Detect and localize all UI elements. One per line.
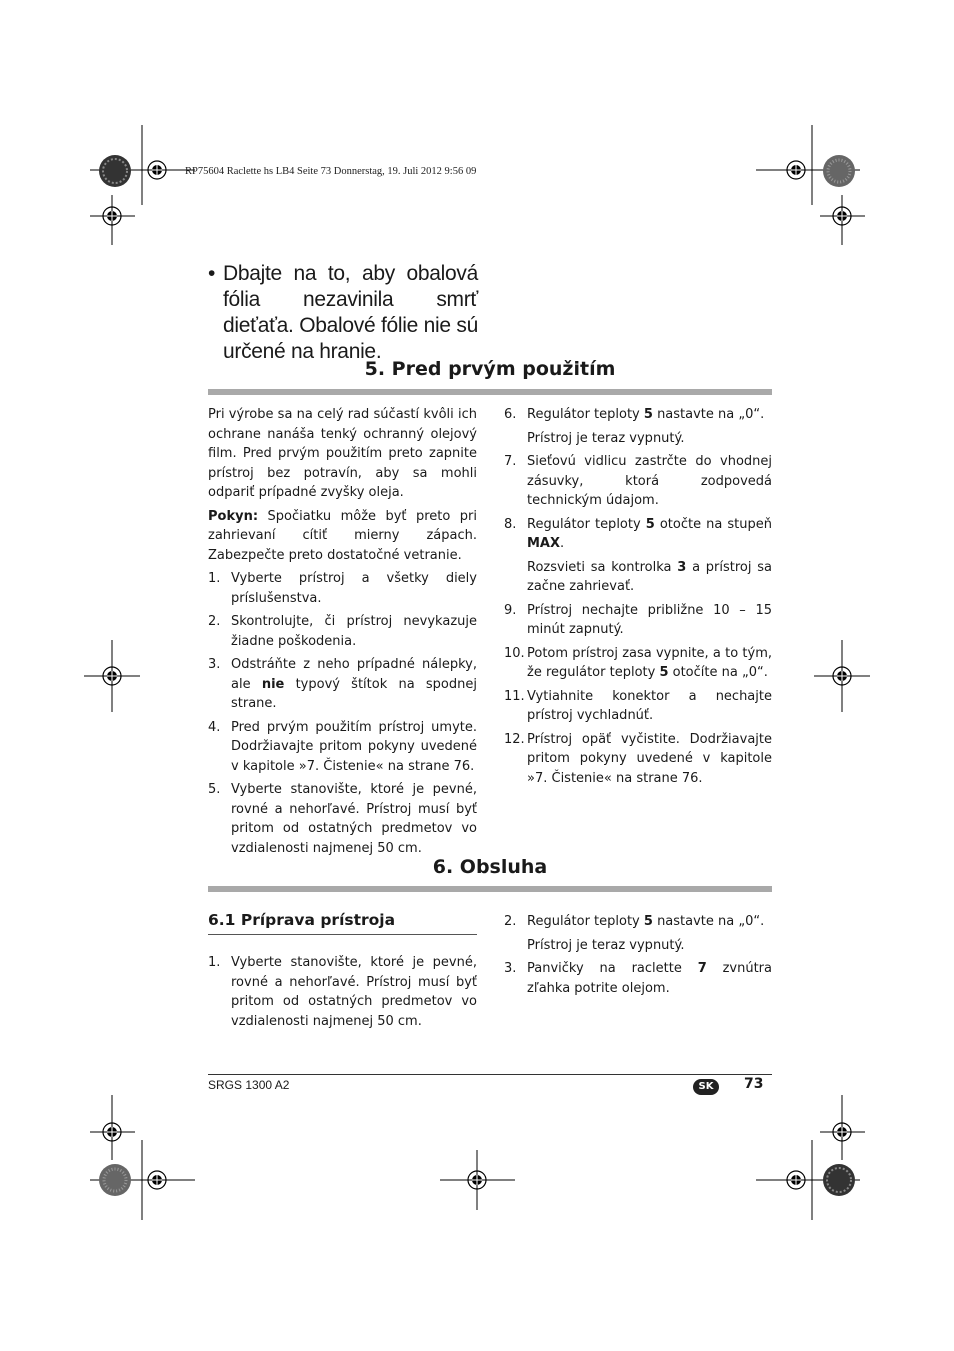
warning-text: Dbajte na to, aby obalová fólia nezavinila smrť dieťaťa. Obalové fólie nie sú určené na hranie. — [223, 262, 478, 363]
step-text: Regulátor teploty — [527, 516, 646, 532]
list-item — [504, 730, 772, 789]
step-bold: nie — [261, 676, 285, 692]
step-number: 5. — [208, 782, 221, 797]
step-text: nastavte na „0“. — [652, 407, 765, 422]
section-5-title: 5. Pred prvým použitím — [364, 358, 616, 380]
warning-bullet — [208, 261, 478, 365]
list-item — [504, 601, 772, 640]
step-bold: 5 — [643, 914, 653, 929]
list-item — [504, 452, 772, 511]
bullet-marker: • — [208, 262, 216, 285]
step-number: 1. — [208, 571, 221, 586]
step-text: Skontrolujte, či prístroj nevykazuje žiadne poškodenia. — [231, 614, 477, 649]
list-item — [504, 405, 772, 448]
step-number: 3. — [504, 961, 517, 976]
note-text: Spočiatku môže byť preto pri zahrievaní cítiť mierny zápach. Zabezpečte preto dostatočné vetranie. — [208, 508, 477, 563]
footer-model: SRGS 1300 A2 — [208, 1078, 290, 1092]
section-6-right-column — [504, 912, 772, 1002]
section-6-title: 6. Obsluha — [432, 856, 548, 878]
footer-rule — [208, 1074, 772, 1075]
step-number: 11. — [504, 688, 525, 704]
step-number: 3. — [208, 657, 221, 672]
step-text: typový štítok na spodnej strane. — [231, 676, 477, 711]
step-number: 4. — [208, 719, 221, 735]
list-item — [208, 718, 477, 777]
list-item — [208, 780, 477, 858]
step-text: Sieťovú vidlicu zastrčte do vhodnej zásuvky, ktorá zodpovedá technickým údajom. — [527, 454, 772, 508]
step-bold: 5 — [659, 665, 669, 680]
step-text: Potom prístroj zasa vypnite, a to tým, že regulátor teploty — [527, 645, 772, 680]
step-text: Vyberte prístroj a všetky diely príslušenstva. — [231, 571, 477, 606]
step-text: Rozsvieti sa kontrolka — [527, 559, 678, 575]
note-label: Pokyn: — [208, 508, 259, 524]
step-text: otočte na stupeň — [654, 516, 772, 532]
step-text: Regulátor teploty — [527, 407, 644, 422]
step-text: Vytiahnite konektor a nechajte prístroj vychladnúť. — [527, 688, 772, 723]
step-bold: 5 — [643, 407, 653, 422]
section-6-rule — [208, 886, 772, 892]
section-5-right-column — [504, 405, 772, 792]
list-item — [504, 644, 772, 683]
subsection-title: 6.1 Príprava prístroja — [208, 911, 477, 935]
step-bold: 5 — [645, 516, 655, 532]
step-text: Vyberte stanovište, ktoré je pevné, rovné a nehorľavé. Prístroj musí byť pritom od ostatných predmetov vo vzdialenosti najmenej 50 cm. — [231, 782, 477, 856]
step-text: Pred prvým použitím prístroj umyte. Dodržiavajte pritom pokyny uvedené v kapitole »7. Čistenie« na strane 76. — [231, 719, 477, 774]
step-bold: MAX — [527, 536, 561, 551]
print-header: RP75604 Raclette hs LB4 Seite 73 Donnerstag, 19. Juli 2012 9:56 09 — [185, 166, 477, 177]
step-number: 1. — [208, 955, 221, 970]
step-text: zvnútra zľahka potrite olejom. — [527, 961, 772, 996]
step-text: Panvičky na raclette — [527, 961, 698, 976]
page-number: 73 — [744, 1076, 764, 1092]
list-item — [504, 515, 772, 597]
list-item — [208, 953, 477, 1031]
step-text: a prístroj sa začne zahrievať. — [527, 559, 772, 594]
step-number: 2. — [504, 914, 517, 929]
step-text: Prístroj nechajte približne 10 – 15 minút zapnutý. — [527, 602, 772, 637]
step-bold: 3 — [677, 559, 687, 575]
section-5-left-column — [208, 405, 477, 862]
step-number: 8. — [504, 516, 517, 532]
list-item — [208, 655, 477, 714]
list-item — [208, 569, 477, 608]
language-badge: SK — [693, 1079, 719, 1095]
step-number: 9. — [504, 602, 517, 618]
step-text: Prístroj opäť vyčistite. Dodržiavajte pritom pokyny uvedené v kapitole »7. Čistenie« na strane 76. — [527, 731, 772, 786]
step-subtext — [527, 558, 772, 597]
step-number: 12. — [504, 731, 525, 747]
step-subtext: Prístroj je teraz vypnutý. — [527, 937, 685, 953]
step-text: otočíte na „0“. — [668, 665, 768, 680]
step-text: Regulátor teploty — [527, 914, 644, 929]
step-number: 2. — [208, 614, 221, 629]
list-item — [504, 687, 772, 726]
step-text: . — [560, 536, 565, 551]
step-subtext: Prístroj je teraz vypnutý. — [527, 430, 685, 446]
list-item — [208, 612, 477, 651]
list-item — [504, 912, 772, 955]
step-number: 10. — [504, 645, 525, 661]
step-text: Odstráňte z neho prípadné nálepky, ale — [231, 657, 477, 692]
intro-paragraph: Pri výrobe sa na celý rad súčastí kvôli ich ochrane nanáša tenký ochranný olejový film. Pred prvým použitím preto zapnite prístroj bez potravín, aby sa mohli odpariť prípadné zvyšky oleja. — [208, 407, 477, 500]
step-text: nastavte na „0“. — [652, 914, 765, 929]
step-number: 7. — [504, 454, 517, 469]
section-5-rule — [208, 389, 772, 395]
section-6-left-column — [208, 953, 477, 1035]
step-number: 6. — [504, 407, 517, 422]
list-item — [504, 959, 772, 998]
step-text: Vyberte stanovište, ktoré je pevné, rovné a nehorľavé. Prístroj musí byť pritom od ostatných predmetov vo vzdialenosti najmenej 50 cm. — [231, 955, 477, 1029]
note-paragraph — [208, 507, 477, 566]
step-bold: 7 — [697, 961, 707, 976]
